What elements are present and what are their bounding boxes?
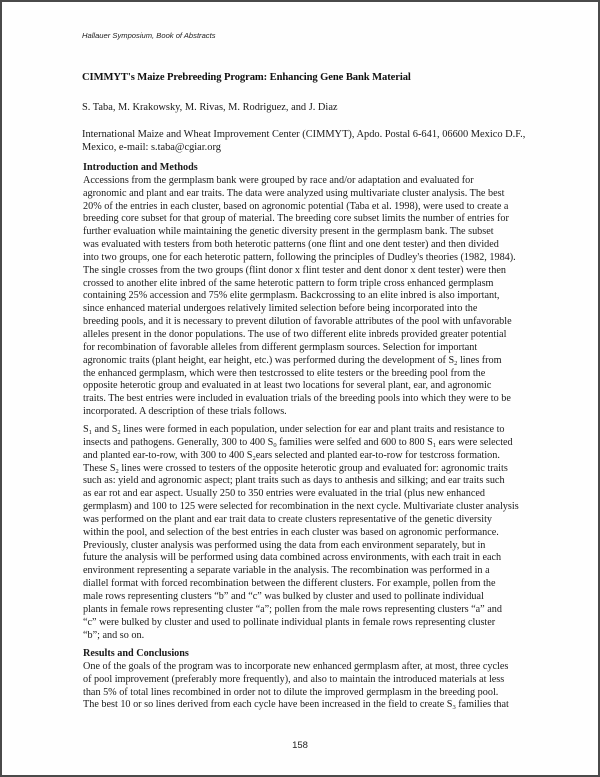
text-line: since enhanced material undergoes relatively limited selection before being incorporated into the bbox=[83, 303, 478, 315]
text-line: within the pool, and selection of the best entries in each cluster was based on agronomic performance. bbox=[83, 526, 499, 538]
paper-title: CIMMYT's Maize Prebreeding Program: Enhancing Gene Bank Material bbox=[82, 72, 411, 83]
text-line: the enhanced germplasm, which were then testcrossed to elite testers or the breeding pool from the bbox=[83, 367, 486, 379]
text-line: as ear rot and ear aspect. Usually 250 to 350 entries were evaluated in the trial (plus new enhanced bbox=[83, 488, 485, 500]
paragraph bbox=[83, 175, 553, 419]
text-line: of pool improvement (preferably more frequently), and also to maintain the introduced materials at less bbox=[83, 673, 505, 685]
text-line: The best 10 or so lines derived from each cycle have been increased in the field to create $S_3$ families that bbox=[83, 699, 509, 712]
running-head: Hallauer Symposium, Book of Abstracts bbox=[82, 31, 216, 40]
text-line: was evaluated with testers from both heterotic patterns (one flint and one dent tester) and then divided bbox=[83, 239, 499, 251]
text-line: further evaluation while maintaining the genetic diversity present in the germplasm bank. The subset bbox=[83, 226, 494, 238]
text-line: for recombination of favorable alleles from different germplasm sources. Selection for important bbox=[83, 341, 478, 353]
paragraph bbox=[83, 661, 553, 712]
affiliation-line: International Maize and Wheat Improvement Center (CIMMYT), Apdo. Postal 6-641, 06600 Mexico D.F., bbox=[82, 129, 526, 140]
paragraph bbox=[83, 424, 553, 642]
section-heading: Introduction and Methods bbox=[83, 162, 198, 173]
affiliation bbox=[82, 129, 525, 155]
text-line: $S_1$ and $S_2$ lines were formed in each population, under selection for ear and plant traits and resistance to bbox=[83, 424, 505, 436]
author-list: S. Taba, M. Krakowsky, M. Rivas, M. Rodriguez, and J. Diaz bbox=[82, 102, 338, 113]
text-line: traits. The best entries were included in evaluation trials of the breeding pools into which they were to be bbox=[83, 393, 511, 405]
text-line: alleles present in the donor populations. The use of two different elite inbreds provided greater potential bbox=[83, 328, 507, 340]
text-line: insects and pathogens. Generally, 300 to 400 $S_0$ families were selfed and 600 to 800 $S_1$ ears were selected bbox=[83, 436, 513, 449]
section-introduction bbox=[83, 162, 553, 419]
text-line: The single crosses from the two groups (flint donor x flint tester and dent donor x dent tester) were then bbox=[83, 264, 506, 276]
text-line: These $S_2$ lines were crossed to testers of the opposite heterotic group and evaluated for: agronomic traits bbox=[83, 462, 508, 475]
text-line: was performed on the plant and ear trait data to create clusters representative of the genetic diversity bbox=[83, 513, 493, 525]
text-line: than 5% of total lines recombined in order not to dilute the improved germplasm in the breeding pool. bbox=[83, 686, 499, 698]
text-line: Previously, cluster analysis was performed using the data from each environment separately, but in bbox=[83, 539, 486, 551]
text-line: such as: yield and agronomic aspect; plant traits such as days to anthesis and silking; and ear traits such bbox=[83, 475, 505, 487]
text-line: 20% of the entries in each cluster, based on agronomic potential (Taba et al. 1998), were used to create a bbox=[83, 200, 509, 212]
text-line: Accessions from the germplasm bank were grouped by race and/or adaptation and evaluated for bbox=[83, 174, 474, 186]
text-line: plants in female rows representing cluster “a”; pollen from the male rows representing clusters “a” and bbox=[83, 603, 502, 615]
text-line: diallel format with forced recombination between the different clusters. For example, pollen from the bbox=[83, 578, 496, 590]
text-line: agronomic and plant and ear traits. The data were analyzed using multivariate cluster analysis. The best bbox=[83, 187, 505, 199]
text-line: male rows representing clusters “b” and “c” was bulked by cluster and used to pollinate individual bbox=[83, 590, 484, 602]
text-line: and planted ear-to-row, with 300 to 400 $S_2ears$ selected and planted ear-to-row for testcross formation. bbox=[83, 449, 500, 462]
text-line: breeding core subset for that group of material. The breeding core subset limits the number of entries for bbox=[83, 213, 509, 225]
affiliation-line: Mexico, e-mail: s.taba@cgiar.org bbox=[82, 141, 221, 153]
text-line: future the analysis will be performed using data combined across environments, with each trait in each bbox=[83, 552, 502, 564]
text-line: germplasm) and 100 to 125 were selected for recombination in the next cycle. Multivariate cluster analysis bbox=[83, 501, 519, 513]
text-line: environment representing a separate variable in the analysis. The recombination was performed in a bbox=[83, 565, 490, 577]
paragraph-s-lines bbox=[83, 424, 553, 642]
section-results bbox=[83, 648, 553, 712]
text-line: breeding pools, and it is necessary to prevent dilution of favorable attributes of the pool with unfavorable bbox=[83, 316, 512, 328]
text-line: opposite heterotic group and evaluated in at least two locations for several plant, ear, and agronomic bbox=[83, 380, 492, 392]
text-line: containing 25% accession and 75% elite germplasm. Backcrossing to an elite inbred is also important, bbox=[83, 290, 500, 302]
text-line: incorporated. A description of these trials follows. bbox=[83, 406, 287, 418]
text-line: agronomic traits (plant height, ear height, etc.) was performed during the development of $S_2$ lines from bbox=[83, 354, 502, 367]
page-number: 158 bbox=[292, 740, 308, 751]
text-line: crossed to another elite inbred of the same heterotic pattern to form triple cross enhanced germplasm bbox=[83, 277, 494, 289]
text-line: “b”; and so on. bbox=[83, 629, 145, 641]
section-heading: Results and Conclusions bbox=[83, 648, 189, 659]
text-line: One of the goals of the program was to incorporate new enhanced germplasm after, at most, three cycles bbox=[83, 660, 509, 672]
text-line: into two groups, one for each heterotic pattern, following the principles of Dudley's theories (1982, 1984). bbox=[83, 251, 516, 263]
text-line: “c” were bulked by cluster and used to pollinate individual plants in female rows representing cluster bbox=[83, 616, 496, 628]
